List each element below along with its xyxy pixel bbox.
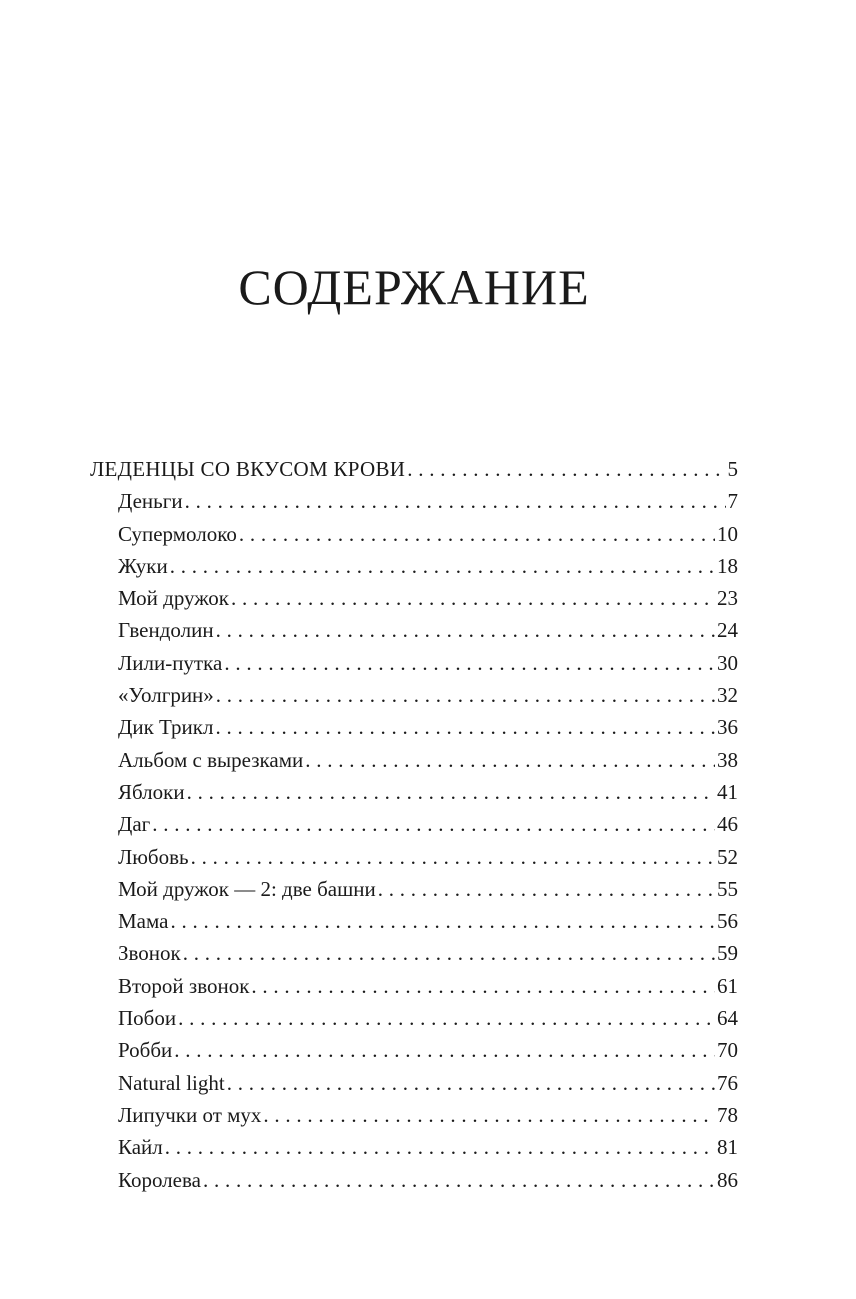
toc-entry-title: Деньги	[118, 489, 183, 514]
toc-entry-title: Мама	[118, 909, 169, 934]
toc-page-number: 64	[717, 1006, 738, 1031]
toc-entry	[90, 970, 738, 1002]
toc-entry-title: Кайл	[118, 1135, 163, 1160]
toc-page-number: 18	[717, 553, 738, 578]
toc-page-number: 55	[717, 876, 738, 901]
dot-leader	[152, 808, 715, 840]
toc-entry-title: Второй звонок	[118, 973, 250, 998]
toc-entry	[90, 1099, 738, 1131]
dot-leader	[178, 1002, 715, 1034]
toc-part-entry	[90, 453, 738, 485]
toc-page-number: 52	[717, 844, 738, 869]
toc-page-number: 61	[717, 973, 738, 998]
toc-page-number: 5	[727, 457, 738, 481]
toc-page-number: 56	[717, 909, 738, 934]
toc-entry	[90, 1067, 738, 1099]
toc-page-number: 41	[717, 779, 738, 804]
dot-leader	[407, 453, 725, 485]
toc-page-number: 7	[727, 489, 738, 514]
toc-entry	[90, 776, 738, 808]
dot-leader	[251, 970, 715, 1002]
dot-leader	[215, 711, 715, 743]
dot-leader	[174, 1034, 715, 1066]
toc-entry-title: Побои	[118, 1006, 177, 1031]
toc-entry-title: Мой дружок — 2: две башни	[118, 876, 376, 901]
toc-entry-title: Липучки от мух	[118, 1102, 262, 1127]
toc-entry	[90, 937, 738, 969]
dot-leader	[239, 518, 715, 550]
toc-page-number: 70	[717, 1038, 738, 1063]
toc-entry-title: Супермолоко	[118, 521, 237, 546]
toc-page-number: 30	[717, 650, 738, 675]
toc-entry	[90, 550, 738, 582]
toc-page-number: 32	[717, 683, 738, 708]
toc-entry	[90, 582, 738, 614]
toc-entry-title: Мой дружок	[118, 586, 229, 611]
toc-entry-title: Даг	[118, 812, 151, 837]
toc-entry	[90, 647, 738, 679]
toc-entry-title: ЛЕДЕНЦЫ СО ВКУСОМ КРОВИ	[90, 457, 406, 481]
toc-entry	[90, 808, 738, 840]
dot-leader	[191, 841, 715, 873]
toc-entry	[90, 905, 738, 937]
dot-leader	[165, 1131, 715, 1163]
dot-leader	[183, 937, 715, 969]
toc-entry-title: Дик Трикл	[118, 715, 214, 740]
toc-entry	[90, 679, 738, 711]
toc-page-number: 81	[717, 1135, 738, 1160]
toc-entry	[90, 518, 738, 550]
toc-entry-title: Яблоки	[118, 779, 185, 804]
toc-entry-title: Жуки	[118, 553, 168, 578]
toc-entry	[90, 711, 738, 743]
dot-leader	[227, 1067, 715, 1099]
toc-page-number: 38	[717, 747, 738, 772]
toc-entry	[90, 1164, 738, 1196]
toc-entry	[90, 1002, 738, 1034]
toc-entry-title: Natural light	[118, 1070, 225, 1095]
dot-leader	[203, 1164, 715, 1196]
toc-page-number: 23	[717, 586, 738, 611]
dot-leader	[305, 744, 715, 776]
dot-leader	[231, 582, 715, 614]
toc-entry-title: «Уолгрин»	[118, 683, 214, 708]
toc-page-number: 78	[717, 1102, 738, 1127]
toc-entry-title: Лили-путка	[118, 650, 223, 675]
toc-page-number: 10	[717, 521, 738, 546]
dot-leader	[185, 485, 726, 517]
toc-entry-title: Звонок	[118, 941, 181, 966]
table-of-contents	[90, 453, 738, 1196]
toc-entry	[90, 873, 738, 905]
toc-page-number: 59	[717, 941, 738, 966]
dot-leader	[187, 776, 715, 808]
dot-leader	[263, 1099, 715, 1131]
toc-entry-title: Королева	[118, 1167, 201, 1192]
toc-entry	[90, 485, 738, 517]
toc-page-number: 36	[717, 715, 738, 740]
toc-page-number: 86	[717, 1167, 738, 1192]
toc-entry	[90, 1034, 738, 1066]
toc-entry-title: Робби	[118, 1038, 173, 1063]
dot-leader	[170, 905, 715, 937]
toc-page-number: 46	[717, 812, 738, 837]
dot-leader	[378, 873, 715, 905]
toc-entry	[90, 614, 738, 646]
toc-entry-title: Гвендолин	[118, 618, 214, 643]
toc-entry-title: Любовь	[118, 844, 189, 869]
dot-leader	[170, 550, 715, 582]
toc-entry	[90, 841, 738, 873]
dot-leader	[216, 614, 715, 646]
toc-page-number: 24	[717, 618, 738, 643]
dot-leader	[224, 647, 715, 679]
toc-entry	[90, 1131, 738, 1163]
dot-leader	[216, 679, 715, 711]
toc-entry-title: Альбом с вырезками	[118, 747, 304, 772]
page-title: СОДЕРЖАНИЕ	[238, 259, 590, 315]
toc-page-number: 76	[717, 1070, 738, 1095]
toc-entry	[90, 744, 738, 776]
